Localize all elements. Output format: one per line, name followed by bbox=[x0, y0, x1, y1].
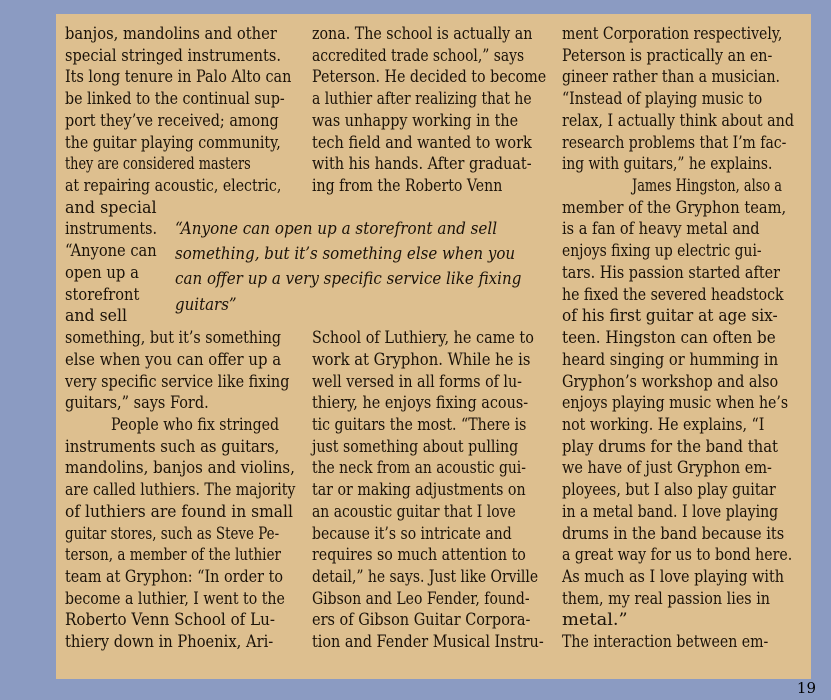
text-line: tar or making adjustments on bbox=[312, 480, 526, 501]
text-line: drums in the band because its bbox=[562, 523, 785, 544]
text-line: with his hands. After graduat- bbox=[312, 154, 532, 175]
pull-quote-line: guitars” bbox=[175, 294, 237, 315]
text-line: just something about pulling bbox=[312, 436, 519, 457]
text-line: accredited trade school,” says bbox=[312, 45, 525, 66]
text-line: tars. His passion started after bbox=[562, 262, 780, 283]
text-line: instruments such as guitars, bbox=[65, 436, 280, 457]
text-line: we have of just Gryphon em- bbox=[562, 458, 772, 479]
text-line: enjoys playing music when he’s bbox=[562, 393, 789, 414]
text-line: metal.” bbox=[562, 610, 628, 631]
text-line: Gryphon’s workshop and also bbox=[562, 371, 779, 392]
text-line: not working. He explains, “I bbox=[562, 414, 765, 435]
text-line: well versed in all forms of lu- bbox=[312, 371, 522, 392]
text-line: because it’s so intricate and bbox=[312, 523, 512, 544]
text-line: People who fix stringed bbox=[111, 414, 280, 435]
text-line: he fixed the severed headstock bbox=[562, 284, 784, 305]
text-line: relax, I actually think about and bbox=[562, 110, 795, 131]
text-line: member of the Gryphon team, bbox=[562, 197, 787, 218]
text-line: else when you can offer up a bbox=[65, 349, 282, 370]
text-line: them, my real passion lies in bbox=[562, 588, 770, 609]
text-line: they are considered masters bbox=[65, 154, 251, 175]
text-line: was unhappy working in the bbox=[312, 110, 519, 131]
text-line: be linked to the continual sup- bbox=[65, 89, 285, 110]
text-line: tion and Fender Musical Instru- bbox=[312, 632, 544, 653]
text-line: tech field and wanted to work bbox=[312, 132, 532, 153]
pull-quote-line: something, but it’s something else when you bbox=[175, 244, 516, 265]
text-line: detail,” he says. Just like Orville bbox=[312, 567, 539, 587]
text-line: team at Gryphon: “In order to bbox=[65, 567, 284, 587]
text-line: thiery, he enjoys fixing acous- bbox=[312, 393, 529, 414]
text-line: the neck from an acoustic gui- bbox=[312, 458, 526, 479]
text-line: instruments. bbox=[65, 219, 158, 240]
text-line: Peterson. He decided to become bbox=[312, 67, 547, 88]
text-line: guitar stores, such as Steve Pe- bbox=[65, 523, 280, 544]
text-line: James Hingston, also a bbox=[632, 176, 782, 197]
text-line: ment Corporation respectively, bbox=[562, 24, 783, 44]
text-line: and special bbox=[65, 197, 157, 218]
text-line: teen. Hingston can often be bbox=[562, 328, 776, 349]
text-line: ing with guitars,” he explains. bbox=[562, 154, 773, 175]
text-line: open up a bbox=[65, 262, 139, 283]
text-line: gineer rather than a musician. bbox=[562, 67, 781, 88]
text-line: enjoys fixing up electric gui- bbox=[562, 241, 762, 262]
text-line: in a metal band. I love playing bbox=[562, 501, 779, 522]
text-line: ing from the Roberto Venn bbox=[312, 176, 503, 197]
text-line: the guitar playing community, bbox=[65, 132, 281, 153]
text-line: storefront bbox=[65, 284, 140, 305]
text-line: School of Luthiery, he came to bbox=[312, 328, 534, 349]
text-line: become a luthier, I went to the bbox=[65, 588, 285, 609]
text-line: tic guitars the most. “There is bbox=[312, 414, 527, 435]
text-line: “Instead of playing music to bbox=[562, 89, 763, 110]
text-line: zona. The school is actually an bbox=[312, 24, 533, 44]
article-page bbox=[56, 14, 811, 679]
text-line: something, but it’s something bbox=[65, 328, 282, 349]
text-line: a great way for us to bond here. bbox=[562, 545, 793, 566]
text-line: guitars,” says Ford. bbox=[65, 393, 209, 414]
text-line: Peterson is practically an en- bbox=[562, 45, 773, 66]
text-line: heard singing or humming in bbox=[562, 349, 779, 370]
text-line: As much as I love playing with bbox=[562, 567, 784, 587]
text-line: banjos, mandolins and other bbox=[65, 24, 277, 44]
text-line: Its long tenure in Palo Alto can bbox=[65, 67, 292, 88]
text-line: at repairing acoustic, electric, bbox=[65, 176, 282, 197]
text-line: The interaction between em- bbox=[562, 632, 769, 653]
text-line: terson, a member of the luthier bbox=[65, 545, 282, 566]
text-line: special stringed instruments. bbox=[65, 45, 282, 66]
text-line: work at Gryphon. While he is bbox=[312, 349, 531, 370]
text-line: are called luthiers. The majority bbox=[65, 480, 296, 501]
text-line: research problems that I’m fac- bbox=[562, 132, 787, 153]
text-line: ployees, but I also play guitar bbox=[562, 480, 776, 501]
text-line: Gibson and Leo Fender, found- bbox=[312, 588, 530, 609]
text-line: very specific service like fixing bbox=[65, 371, 290, 392]
page-number: 19 bbox=[796, 679, 816, 697]
text-line: requires so much attention to bbox=[312, 545, 526, 566]
text-line: an acoustic guitar that I love bbox=[312, 501, 516, 522]
text-line: play drums for the band that bbox=[562, 436, 778, 457]
pull-quote-line: “Anyone can open up a storefront and sell bbox=[175, 219, 498, 239]
text-line: mandolins, banjos and violins, bbox=[65, 458, 295, 479]
text-line: ers of Gibson Guitar Corpora- bbox=[312, 610, 531, 631]
pull-quote-line: can offer up a very specific service like fixing bbox=[175, 269, 522, 290]
text-line: port they’ve received; among bbox=[65, 110, 279, 131]
text-line: Roberto Venn School of Lu- bbox=[65, 610, 275, 631]
text-line: of luthiers are found in small bbox=[65, 501, 293, 522]
text-line: and sell bbox=[65, 306, 128, 327]
text-line: of his first guitar at age six- bbox=[562, 306, 778, 327]
text-line: is a fan of heavy metal and bbox=[562, 219, 760, 240]
text-line: a luthier after realizing that he bbox=[312, 89, 532, 110]
text-line: “Anyone can bbox=[65, 241, 157, 262]
text-line: thiery down in Phoenix, Ari- bbox=[65, 632, 274, 653]
